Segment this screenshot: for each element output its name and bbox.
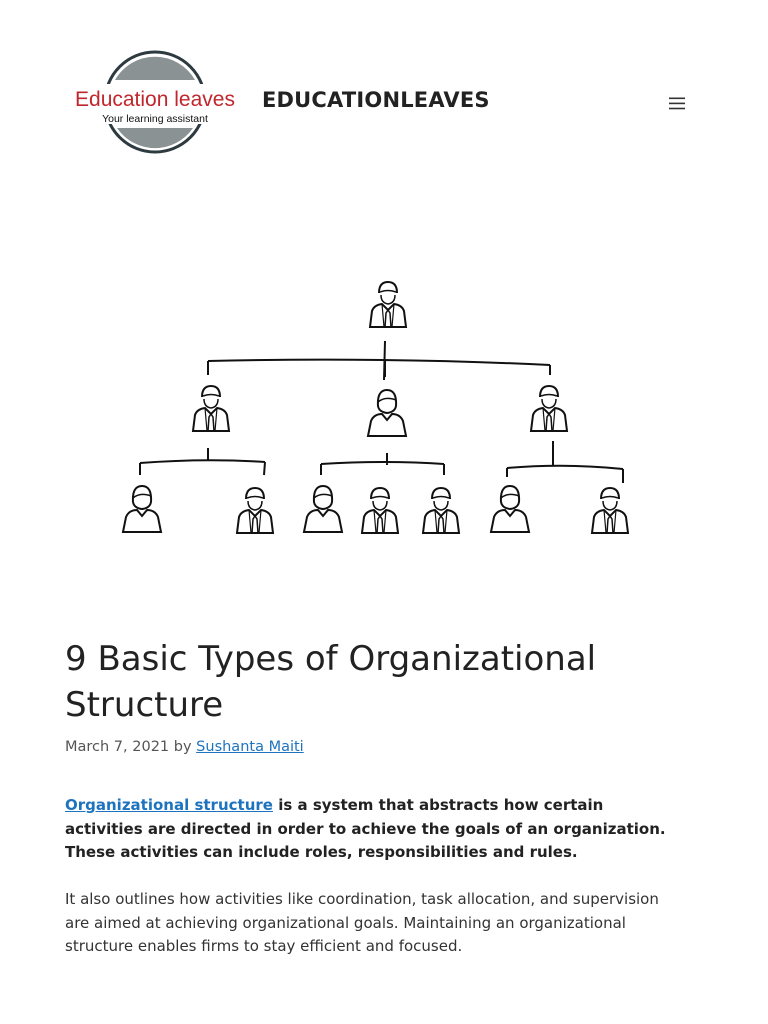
logo-brand-text: Education leaves [75, 88, 235, 111]
organizational-structure-link[interactable]: Organizational structure [65, 796, 273, 814]
chart-staff-person [304, 486, 342, 532]
body-paragraph: It also outlines how activities like coordination, task allocation, and supervision are aimed at achieving organizational goals. Maintaining an organizational structure enables firms to stay efficient and focused. [65, 890, 659, 955]
chart-staff-person [123, 486, 161, 532]
site-title[interactable]: EDUCATIONLEAVES [262, 88, 490, 112]
intro-paragraph [65, 794, 675, 865]
intro-text: is a system that abstracts how certain activities are directed in order to achieve the goals of an organization. These activities can include roles, responsibilities and rules. [65, 796, 666, 861]
hamburger-menu-icon [669, 97, 685, 110]
chart-staff-person [237, 488, 273, 533]
post-meta [65, 739, 304, 755]
logo-emblem-icon [64, 50, 246, 156]
menu-toggle-button[interactable] [664, 92, 690, 114]
organizational-chart-icon [105, 265, 661, 555]
chart-head-person [370, 282, 406, 327]
post-date: March 7, 2021 [65, 739, 170, 755]
featured-image [105, 265, 661, 555]
chart-staff-person [592, 488, 628, 533]
logo-tagline: Your learning assistant [102, 113, 208, 125]
post-by-label: by [173, 739, 192, 755]
chart-staff-person [491, 486, 529, 532]
chart-manager-person [368, 390, 406, 436]
author-link[interactable]: Sushanta Maiti [196, 739, 304, 755]
site-header [0, 0, 768, 200]
chart-staff-person [362, 488, 398, 533]
chart-manager-person [193, 386, 229, 431]
site-logo[interactable] [64, 50, 246, 156]
chart-staff-person [423, 488, 459, 533]
post-title: 9 Basic Types of Organizational Structure [65, 639, 597, 725]
chart-manager-person [531, 386, 567, 431]
